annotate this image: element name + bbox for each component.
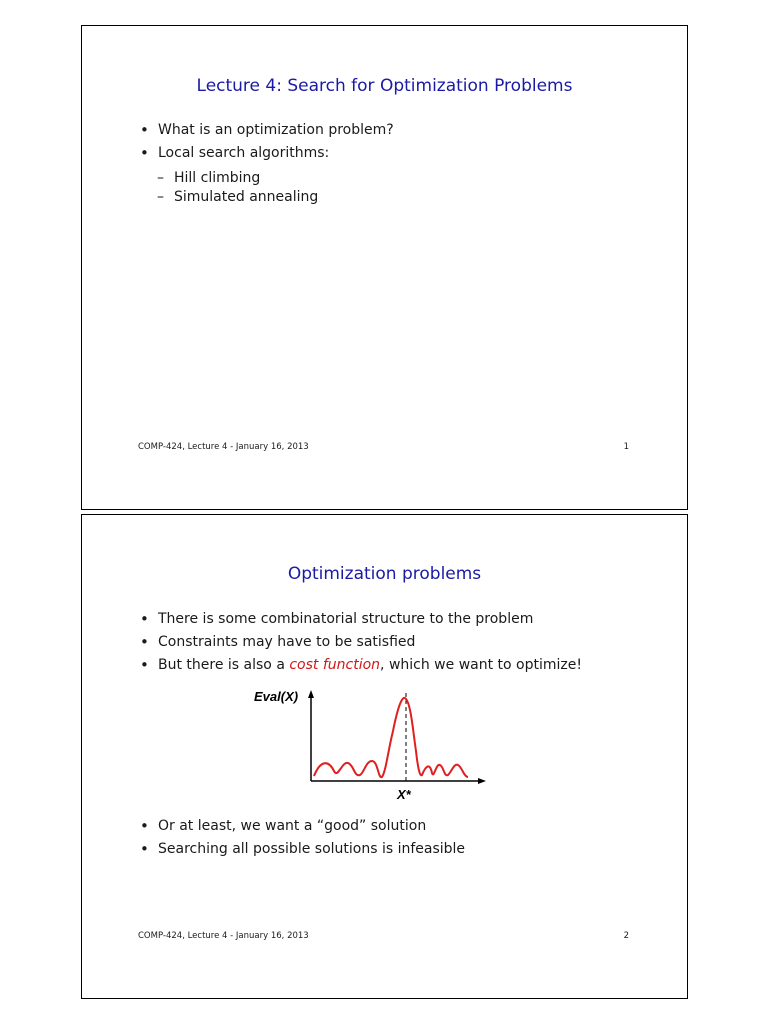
y-axis-arrow — [308, 690, 314, 698]
sub-bullet-list — [157, 169, 318, 207]
bullet-item: • What is an optimization problem? — [140, 119, 394, 142]
bullet-item: • Or at least, we want a “good” solution — [140, 815, 465, 838]
cost-function-emphasis: cost function — [289, 657, 381, 673]
cost-bullet-prefix: But there is also a — [158, 657, 290, 673]
eval-curve-svg — [250, 681, 522, 807]
page-number: 2 — [623, 931, 629, 941]
slide-footer: COMP-424, Lecture 4 - January 16, 2013 — [138, 442, 309, 452]
sub-bullet-item: – Simulated annealing — [157, 188, 318, 207]
y-axis-label: Eval(X) — [254, 689, 299, 704]
bullet-item: • Local search algorithms: — [140, 142, 394, 165]
cost-bullet-suffix: , which we want to optimize! — [380, 657, 582, 673]
bullet-list — [140, 608, 582, 677]
x-axis-arrow — [478, 778, 486, 784]
slide-title: Lecture 4: Search for Optimization Problems — [196, 76, 573, 96]
bullet-item: • There is some combinatorial structure to the problem — [140, 608, 582, 631]
slide-title: Optimization problems — [287, 564, 482, 584]
eval-curve-figure — [250, 681, 522, 807]
page-number: 1 — [623, 442, 629, 452]
bullet-item: • Constraints may have to be satisfied — [140, 631, 582, 654]
bullet-list-after — [140, 815, 465, 861]
slide-2 — [81, 514, 688, 999]
x-axis-label: X* — [397, 787, 411, 802]
sub-bullet-item: – Hill climbing — [157, 169, 318, 188]
slide-footer: COMP-424, Lecture 4 - January 16, 2013 — [138, 931, 309, 941]
eval-curve — [314, 698, 468, 777]
bullet-item: • Searching all possible solutions is infeasible — [140, 838, 465, 861]
slide-1 — [81, 25, 688, 510]
cost-bullet-item — [140, 654, 582, 677]
bullet-list — [140, 119, 394, 165]
